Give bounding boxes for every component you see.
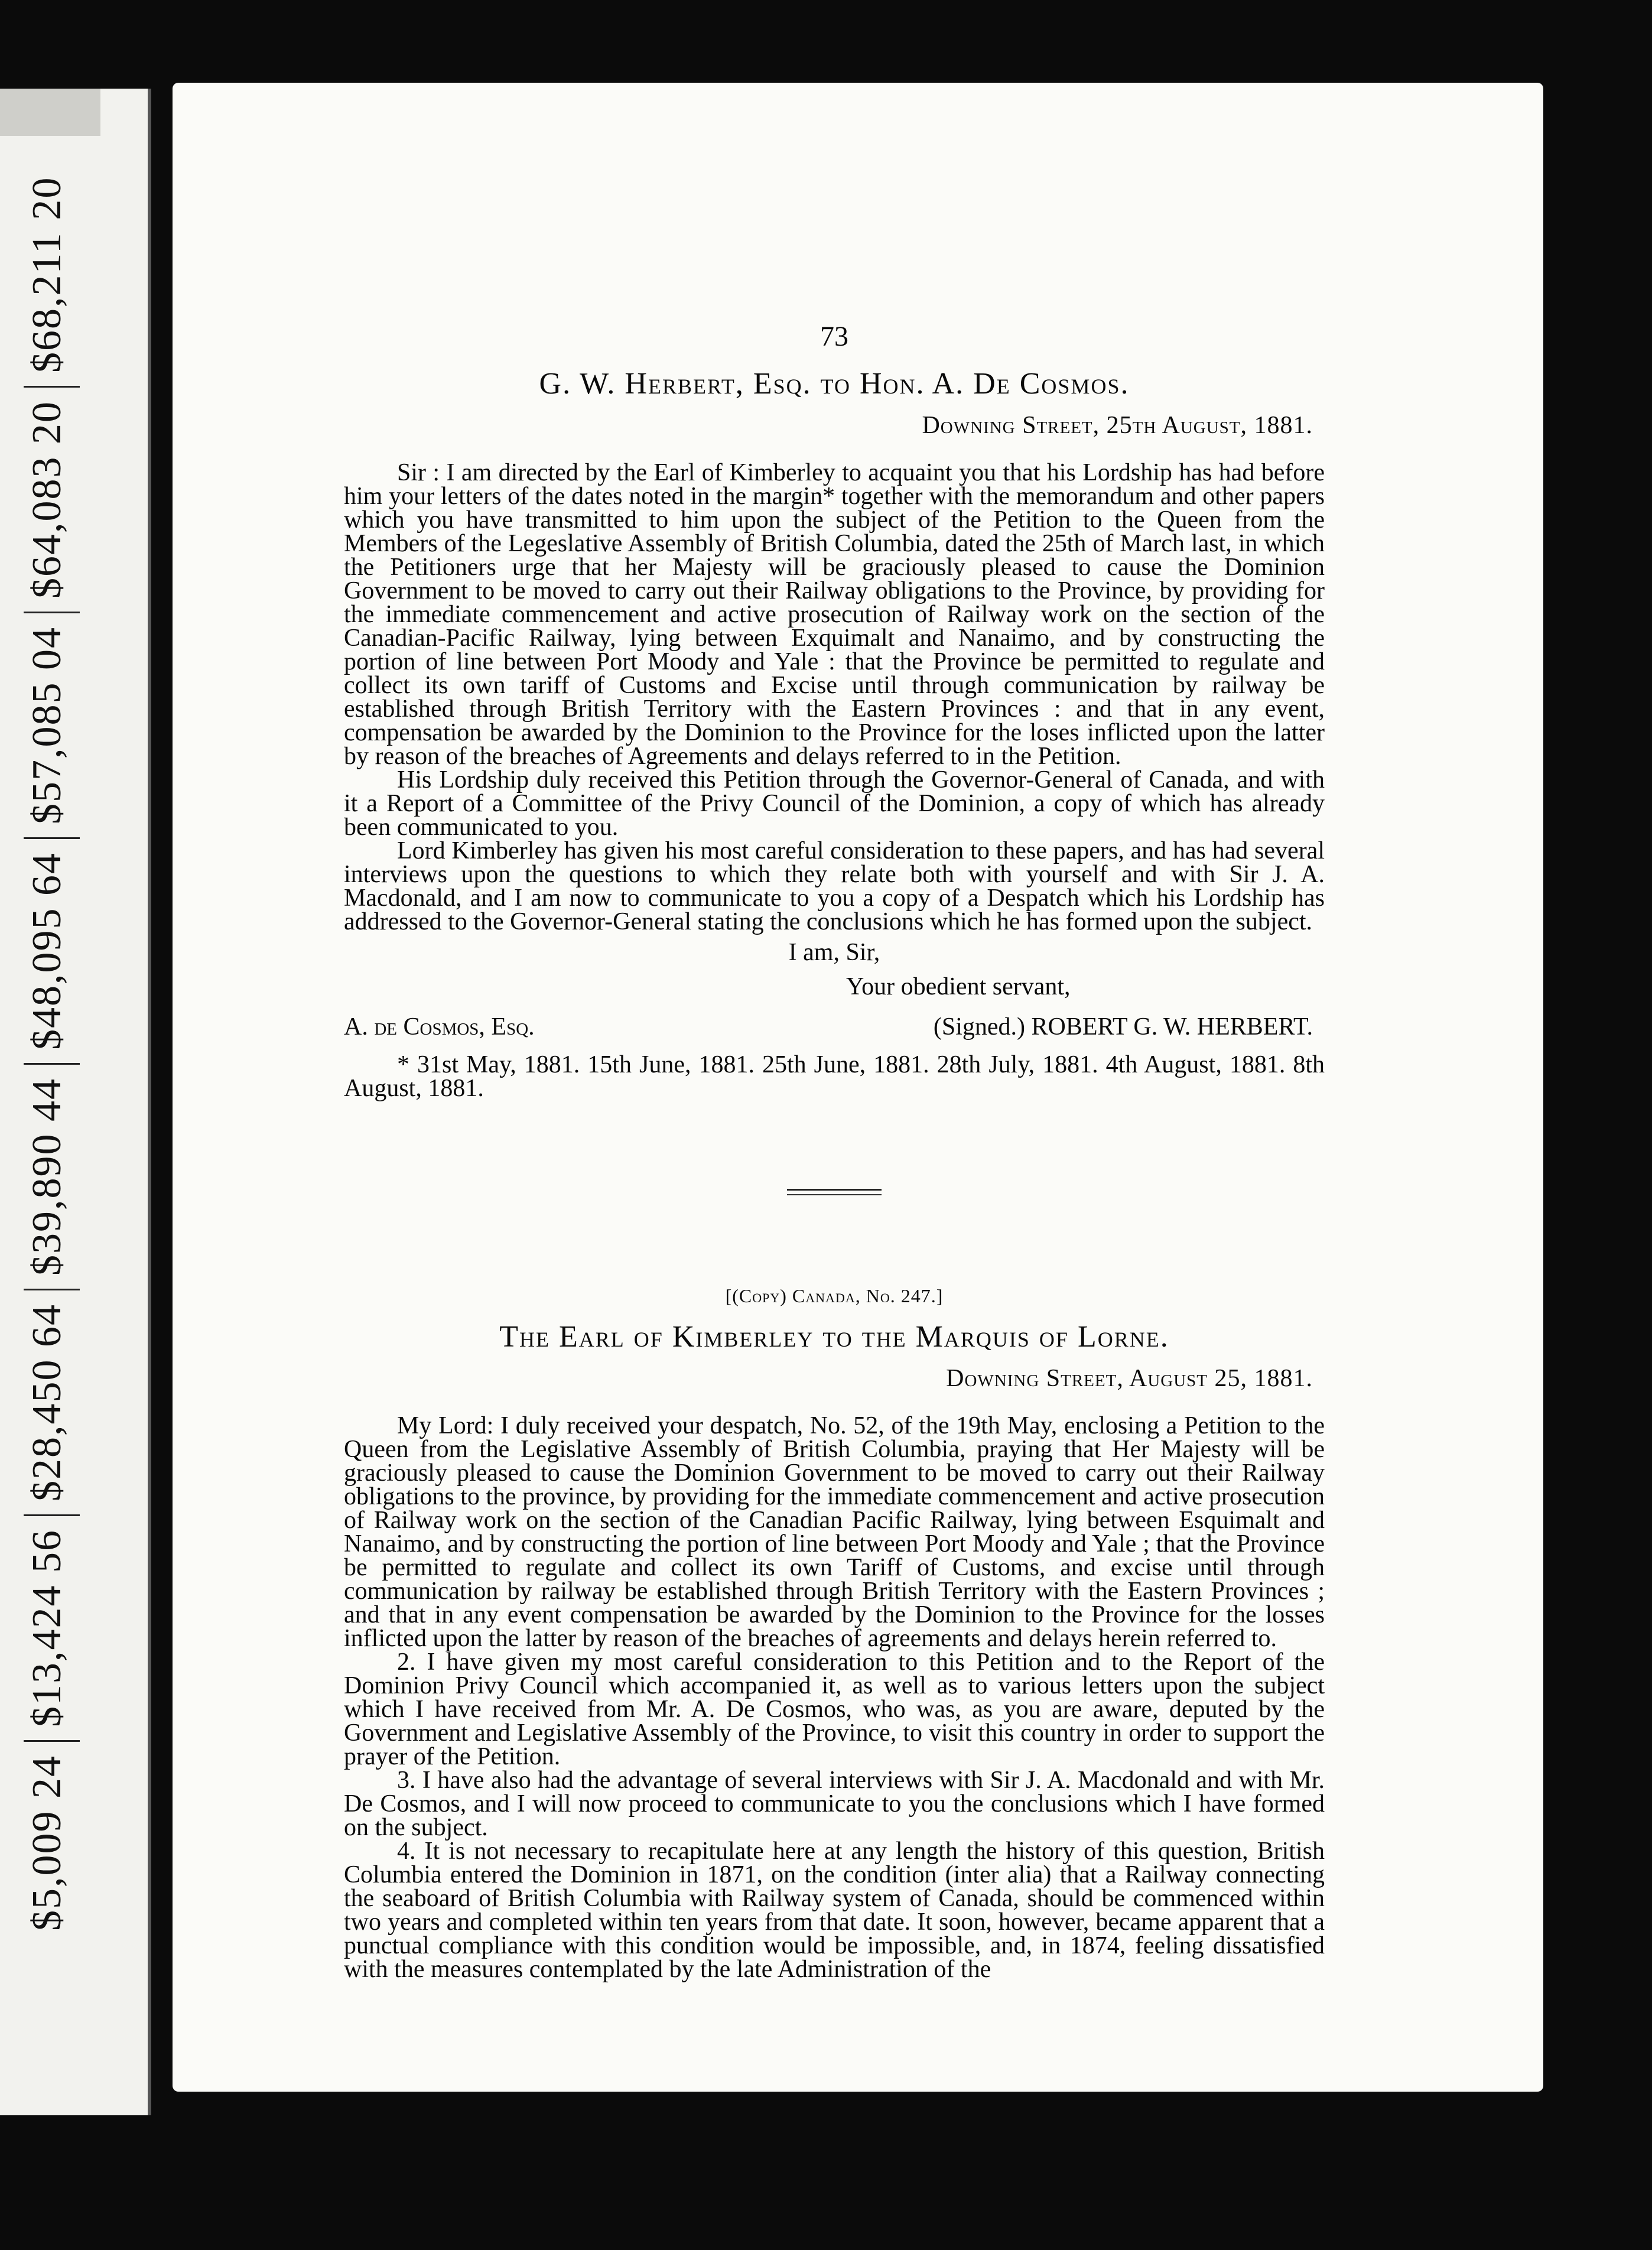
paragraph: My Lord: I duly received your despatch, No. 52, of the 19th May, enclosing a Petition to the Queen from the Legislative Assembly of British Columbia, praying that Her Majesty will be graciously pleased to cause the Dominion Government to be moved to carry out their Railway obligations to the province, by providing for the immediate commencement and active prosecution of Railway work on the section of the Canadian Pacific Railway, lying between Esquimalt and Nanaimo, and by constructing the portion of line between Port Moody and Yale ; that the Province be permitted to regulate and collect its own Tariff of Customs, and excise until through communication by railway be established through British Territory with the Eastern Provinces ; and that in any event compensation be awarded by the Dominion to the Province for the losses inflicted upon the latter by reason of the breaches of agreements and delays herein referred to. — [344, 1412, 1325, 1652]
addressee: A. de Cosmos, Esq. — [344, 1013, 535, 1041]
signature: (Signed.) ROBERT G. W. HERBERT. — [933, 1013, 1313, 1041]
footnote: * 31st May, 1881. 15th June, 1881. 25th June, 1881. 28th July, 1881. 4th August, 1881. 8th August, 1881. — [344, 1051, 1325, 1102]
paragraph: Lord Kimberley has given his most careful consideration to these papers, and has had several interviews upon the questions to which they relate both with yourself and with Sir J. A. Macdonald, and I am now to communicate to you a copy of a Despatch which his Lordship has addressed to the Governor-General stating the conclusions which he has formed upon the subject. — [344, 837, 1325, 935]
signature-line — [344, 1015, 1325, 1039]
ledger-value: $68,211 20 — [24, 164, 80, 388]
letter-title: G. W. Herbert, Esq. to Hon. A. De Cosmos. — [539, 367, 1130, 401]
dateline: Downing Street, 25th August, 1881. — [922, 412, 1313, 439]
closing: I am, Sir, — [788, 939, 880, 966]
dateline: Downing Street, August 25, 1881. — [946, 1365, 1313, 1392]
paragraph: 2. I have given my most careful consideration to this Petition and to the Report of the Dominion Privy Council which accompanied it, as well as to various letters upon the subject which I have received from Mr. A. De Cosmos, who was, as you are aware, deputed by the Government and Legislative Assembly of the Province, to visit this country in order to support the prayer of the Petition. — [344, 1649, 1325, 1770]
document-page — [173, 83, 1543, 2092]
ledger-value: $39,890 44 — [24, 1065, 80, 1290]
paragraph: His Lordship duly received this Petition through the Governor-General of Canada, and with it a Report of a Committee of the Privy Council of the Dominion, a copy of which has already been communicated to you. — [344, 766, 1325, 841]
paragraph: Sir : I am directed by the Earl of Kimberley to acquaint you that his Lordship has had before him your letters of the dates noted in the margin* together with the memorandum and other papers which you have transmitted to him upon the subject of the Petition to the Queen from the Members of the Legeslative Assembly of British Columbia, dated the 25th of March last, in which the Petitioners urge that her Majesty will be graciously pleased to cause the Dominion Government to be moved to carry out their Railway obligations to the Province, by providing for the immediate commencement and active prosecution of Railway work on the section of the Canadian-Pacific Railway, lying between Exquimalt and Nanaimo, and by constructing the portion of line between Port Moody and Yale : that the Province be permitted to regulate and collect its own tariff of Customs and Excise until through communication by railway be established through British Territory with the Eastern Provinces : and that in any event, compensation be awarded by the Dominion to the Province for the loses inflicted upon the latter by reason of the breaches of Agreements and delays referred to in the Petition. — [344, 459, 1325, 770]
paragraph: 3. I have also had the advantage of several interviews with Sir J. A. Macdonald and with Mr. De Cosmos, and I will now proceed to communicate to you the conclusions which I have formed on the subject. — [344, 1767, 1325, 1841]
letter-title: The Earl of Kimberley to the Marquis of Lorne. — [499, 1320, 1169, 1354]
page-content — [344, 321, 1325, 1983]
ledger-value: $28,450 64 — [24, 1290, 80, 1516]
valediction: Your obedient servant, — [846, 973, 1071, 1000]
ledger-value: $48,095 64 — [24, 839, 80, 1065]
ledger-value: $57,085 04 — [24, 613, 80, 839]
ledger-value: $13,424 56 — [24, 1516, 80, 1742]
copy-reference: [(Copy) Canada, No. 247.] — [725, 1285, 944, 1306]
page-number: 73 — [820, 321, 848, 352]
paragraph: 4. It is not necessary to recapitulate here at any length the history of this question, British Columbia entered the Dominion in 1871, on the condition (inter alia) that a Railway connecting the seaboard of British Columbia with Railway system of Canada, should be commenced within two years and completed within ten years from that date. It soon, however, became apparent that a punctual compliance with this condition would be impossible, and, in 1874, feeling dissatisfied with the measures contemplated by the late Administration of the — [344, 1838, 1325, 1983]
ledger-strip — [24, 171, 80, 1944]
ledger-value: $5,009 24 — [24, 1755, 70, 1931]
section-divider — [787, 1189, 882, 1195]
ledger-value: $64,083 20 — [24, 388, 80, 613]
page-stack-shadow — [0, 89, 100, 136]
adjacent-page-edge — [0, 89, 151, 2115]
